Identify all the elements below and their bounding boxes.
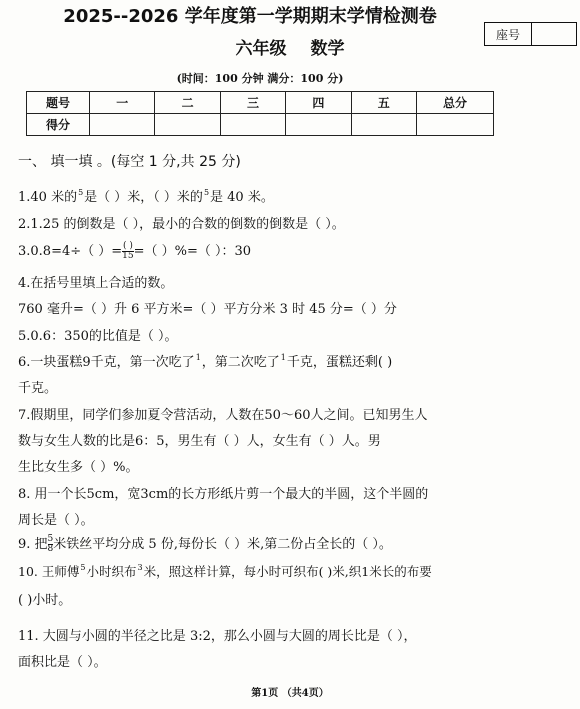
fraction: $\frac{5}{8}$	[47, 534, 54, 554]
subject-label: 数学	[310, 39, 345, 59]
score-cell[interactable]	[155, 114, 220, 136]
seat-label: 座号	[485, 23, 532, 45]
header-cell: 三	[220, 92, 285, 114]
question-11-cont: 面积比是（ ）。	[18, 655, 107, 670]
header-cell: 四	[286, 92, 351, 114]
question-7-cont: 生比女生多（ ）%。	[18, 460, 139, 475]
question-2: 2.1.25 的倒数是（ ），最小的合数的倒数的倒数是（ ）。	[18, 217, 345, 232]
score-table-header-row	[27, 92, 494, 114]
header-cell: 题号	[27, 92, 90, 114]
exam-title: 2025--2026 学年度第一学期期末学情检测卷	[63, 6, 437, 27]
question-10-cont: ( )小时。	[18, 593, 72, 608]
question-6: 6.一块蛋糕9千克，第一次吃了1，第二次吃了1千克，蛋糕还剩( )	[18, 353, 393, 370]
question-3: 3.0.8=4÷（ ）= ( ) 15 =（ ）%=（ ）：30	[18, 241, 252, 261]
row-label: 得分	[27, 114, 90, 136]
question-4-items: 760 毫升=（ ）升 6 平方米=（ ）平方分米 3 时 45 分=（ ）分	[18, 302, 397, 317]
question-7: 7.假期里，同学们参加夏令营活动，人数在50～60人之间。已知男生人	[18, 408, 428, 423]
score-cell[interactable]	[286, 114, 351, 136]
score-cell[interactable]	[351, 114, 416, 136]
fraction: 5	[78, 188, 84, 197]
question-6-cont: 千克。	[18, 381, 58, 396]
question-7-cont: 数与女生人数的比是6：5，男生有（ ）人，女生有（ ）人。男	[18, 434, 381, 449]
score-cell[interactable]	[417, 114, 494, 136]
header-cell: 总分	[417, 92, 494, 114]
header-cell: 一	[90, 92, 155, 114]
fraction: 3	[137, 563, 143, 572]
fraction: ( ) 15	[122, 241, 134, 261]
fraction: 1	[280, 353, 286, 362]
question-9: 9. 把 $\frac{5}{8}$ 米铁丝平均分成 5 份,每份长（ ）米,第二份占全长的（ ）。	[18, 534, 392, 554]
score-table	[26, 91, 494, 136]
question-11: 11. 大圆与小圆的半径之比是 3:2，那么小圆与大圆的周长比是（ ），	[18, 629, 417, 644]
question-4: 4.在括号里填上合适的数。	[18, 276, 174, 291]
question-10: 10. 王师傅5小时织布3米，照这样计算，每小时可织布( )米,织1米长的布要	[18, 563, 432, 579]
section-heading: 一、 填一填 。(每空 1 分,共 25 分)	[18, 154, 241, 170]
question-1: 1.40 米的5是（ ）米，（ ）米的5是 40 米。	[18, 188, 274, 205]
grade-label: 六年级	[235, 39, 287, 59]
score-cell[interactable]	[220, 114, 285, 136]
score-table-row	[27, 114, 494, 136]
question-8: 8. 用一个长5cm，宽3cm的长方形纸片剪一个最大的半圆，这个半圆的	[18, 487, 429, 502]
fraction: 1	[195, 353, 201, 362]
exam-subtitle	[0, 34, 580, 59]
fraction: 5	[203, 188, 210, 197]
score-cell[interactable]	[90, 114, 155, 136]
fraction: 5	[80, 563, 86, 572]
question-5: 5.0.6：350的比值是（ ）。	[18, 329, 178, 344]
time-info: (时间：100 分钟 满分：100 分)	[176, 72, 344, 85]
question-8-cont: 周长是（ ）。	[18, 513, 94, 528]
page-footer: 第1页 （共4页）	[251, 688, 329, 699]
header-cell: 五	[351, 92, 416, 114]
header-cell: 二	[155, 92, 220, 114]
